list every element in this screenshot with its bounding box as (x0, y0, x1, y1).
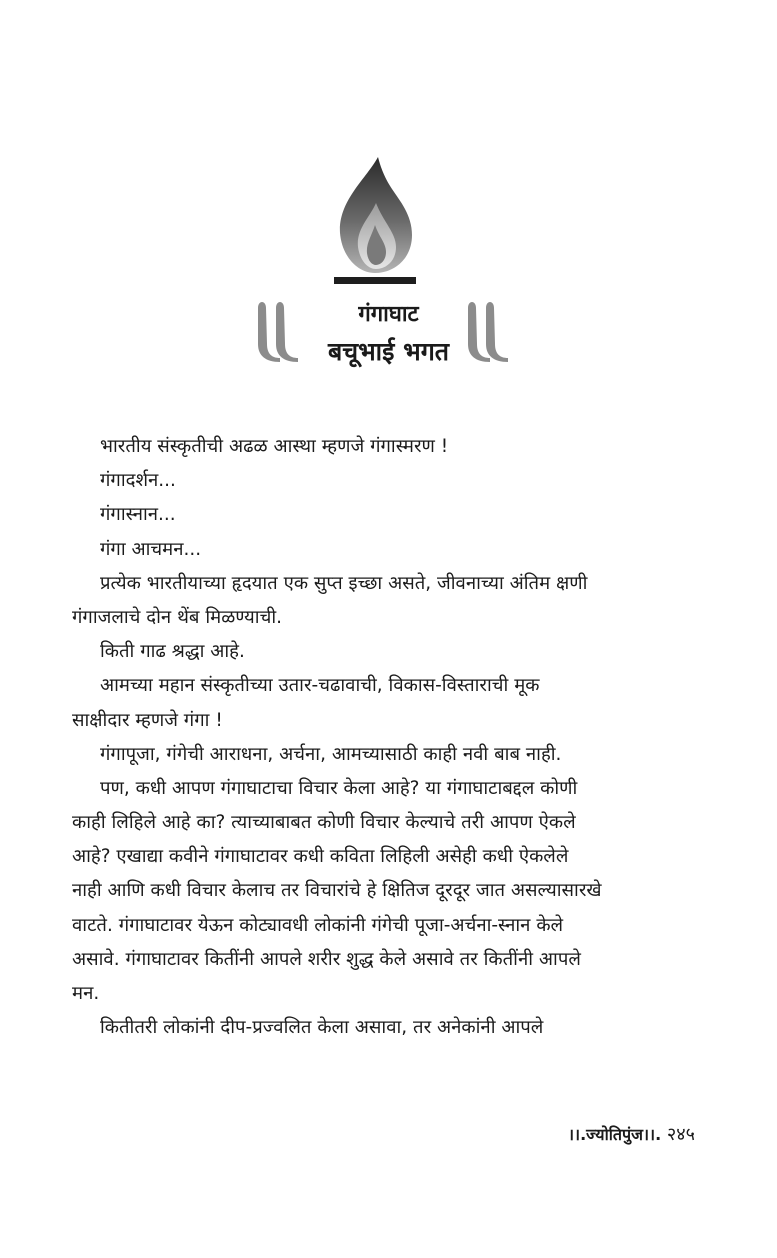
text-line: गंगाजलाचे दोन थेंब मिळण्याची. (72, 606, 282, 628)
text-line: आहे? एखाद्या कवीने गंगाघाटावर कधी कविता लिहिली असेही कधी ऐकलेले (72, 846, 569, 868)
text-line: साक्षीदार म्हणजे गंगा ! (72, 709, 223, 731)
text-line: गंगास्नान... (100, 504, 176, 526)
book-brand: ।।.ज्योतिपुंज।।. (567, 1125, 662, 1144)
chapter-title: गंगाघाट (358, 302, 419, 327)
page-footer (568, 1122, 695, 1146)
page-number: २४५ (666, 1124, 695, 1145)
text-line: नाही आणि कधी विचार केलाच तर विचारांचे हे क्षितिज दूरदूर जात असल्यासारखे (72, 880, 602, 902)
text-line: मन. (72, 983, 100, 1004)
chapter-author: बचूभाई भगत (327, 337, 450, 366)
text-line: वाटते. गंगाघाटावर येऊन कोट्यावधी लोकांनी गंगेची पूजा-अर्चना-स्नान केले (72, 914, 564, 936)
text-line: गंगापूजा, गंगेची आराधना, अर्चना, आमच्यासाठी काही नवी बाब नाही. (100, 743, 562, 765)
text-line: काही लिहिले आहे का? त्याच्याबाबत कोणी विचार केल्याचे तरी आपण ऐकले (72, 812, 576, 834)
text-line: असावे. गंगाघाटावर कितींनी आपले शरीर शुद्ध केले असावे तर कितींनी आपले (72, 948, 581, 970)
text-line: किती गाढ श्रद्धा आहे. (100, 641, 245, 663)
text-line: प्रत्येक भारतीयाच्या हृदयात एक सुप्त इच्छा असते, जीवनाच्या अंतिम क्षणी (100, 572, 588, 594)
text-line: कितीतरी लोकांनी दीप-प्रज्वलित केला असावा, तर अनेकांनी आपले (100, 1017, 544, 1039)
text-line: भारतीय संस्कृतीची अढळ आस्था म्हणजे गंगास्मरण ! (100, 436, 449, 457)
chapter-header (0, 290, 777, 380)
text-line: पण, कधी आपण गंगाघाटाचा विचार केला आहे? या गंगाघाटाबद्दल कोणी (100, 777, 578, 799)
text-line: गंगा आचमन... (100, 538, 202, 560)
right-ornament-icon (460, 298, 516, 364)
flame-icon (330, 155, 420, 290)
text-line: आमच्या महान संस्कृतीच्या उतार-चढावाची, विकास-विस्ताराची मूक (100, 675, 540, 697)
body-text (72, 430, 680, 1045)
flame-emblem (330, 155, 420, 290)
text-line: गंगादर्शन... (100, 470, 176, 492)
